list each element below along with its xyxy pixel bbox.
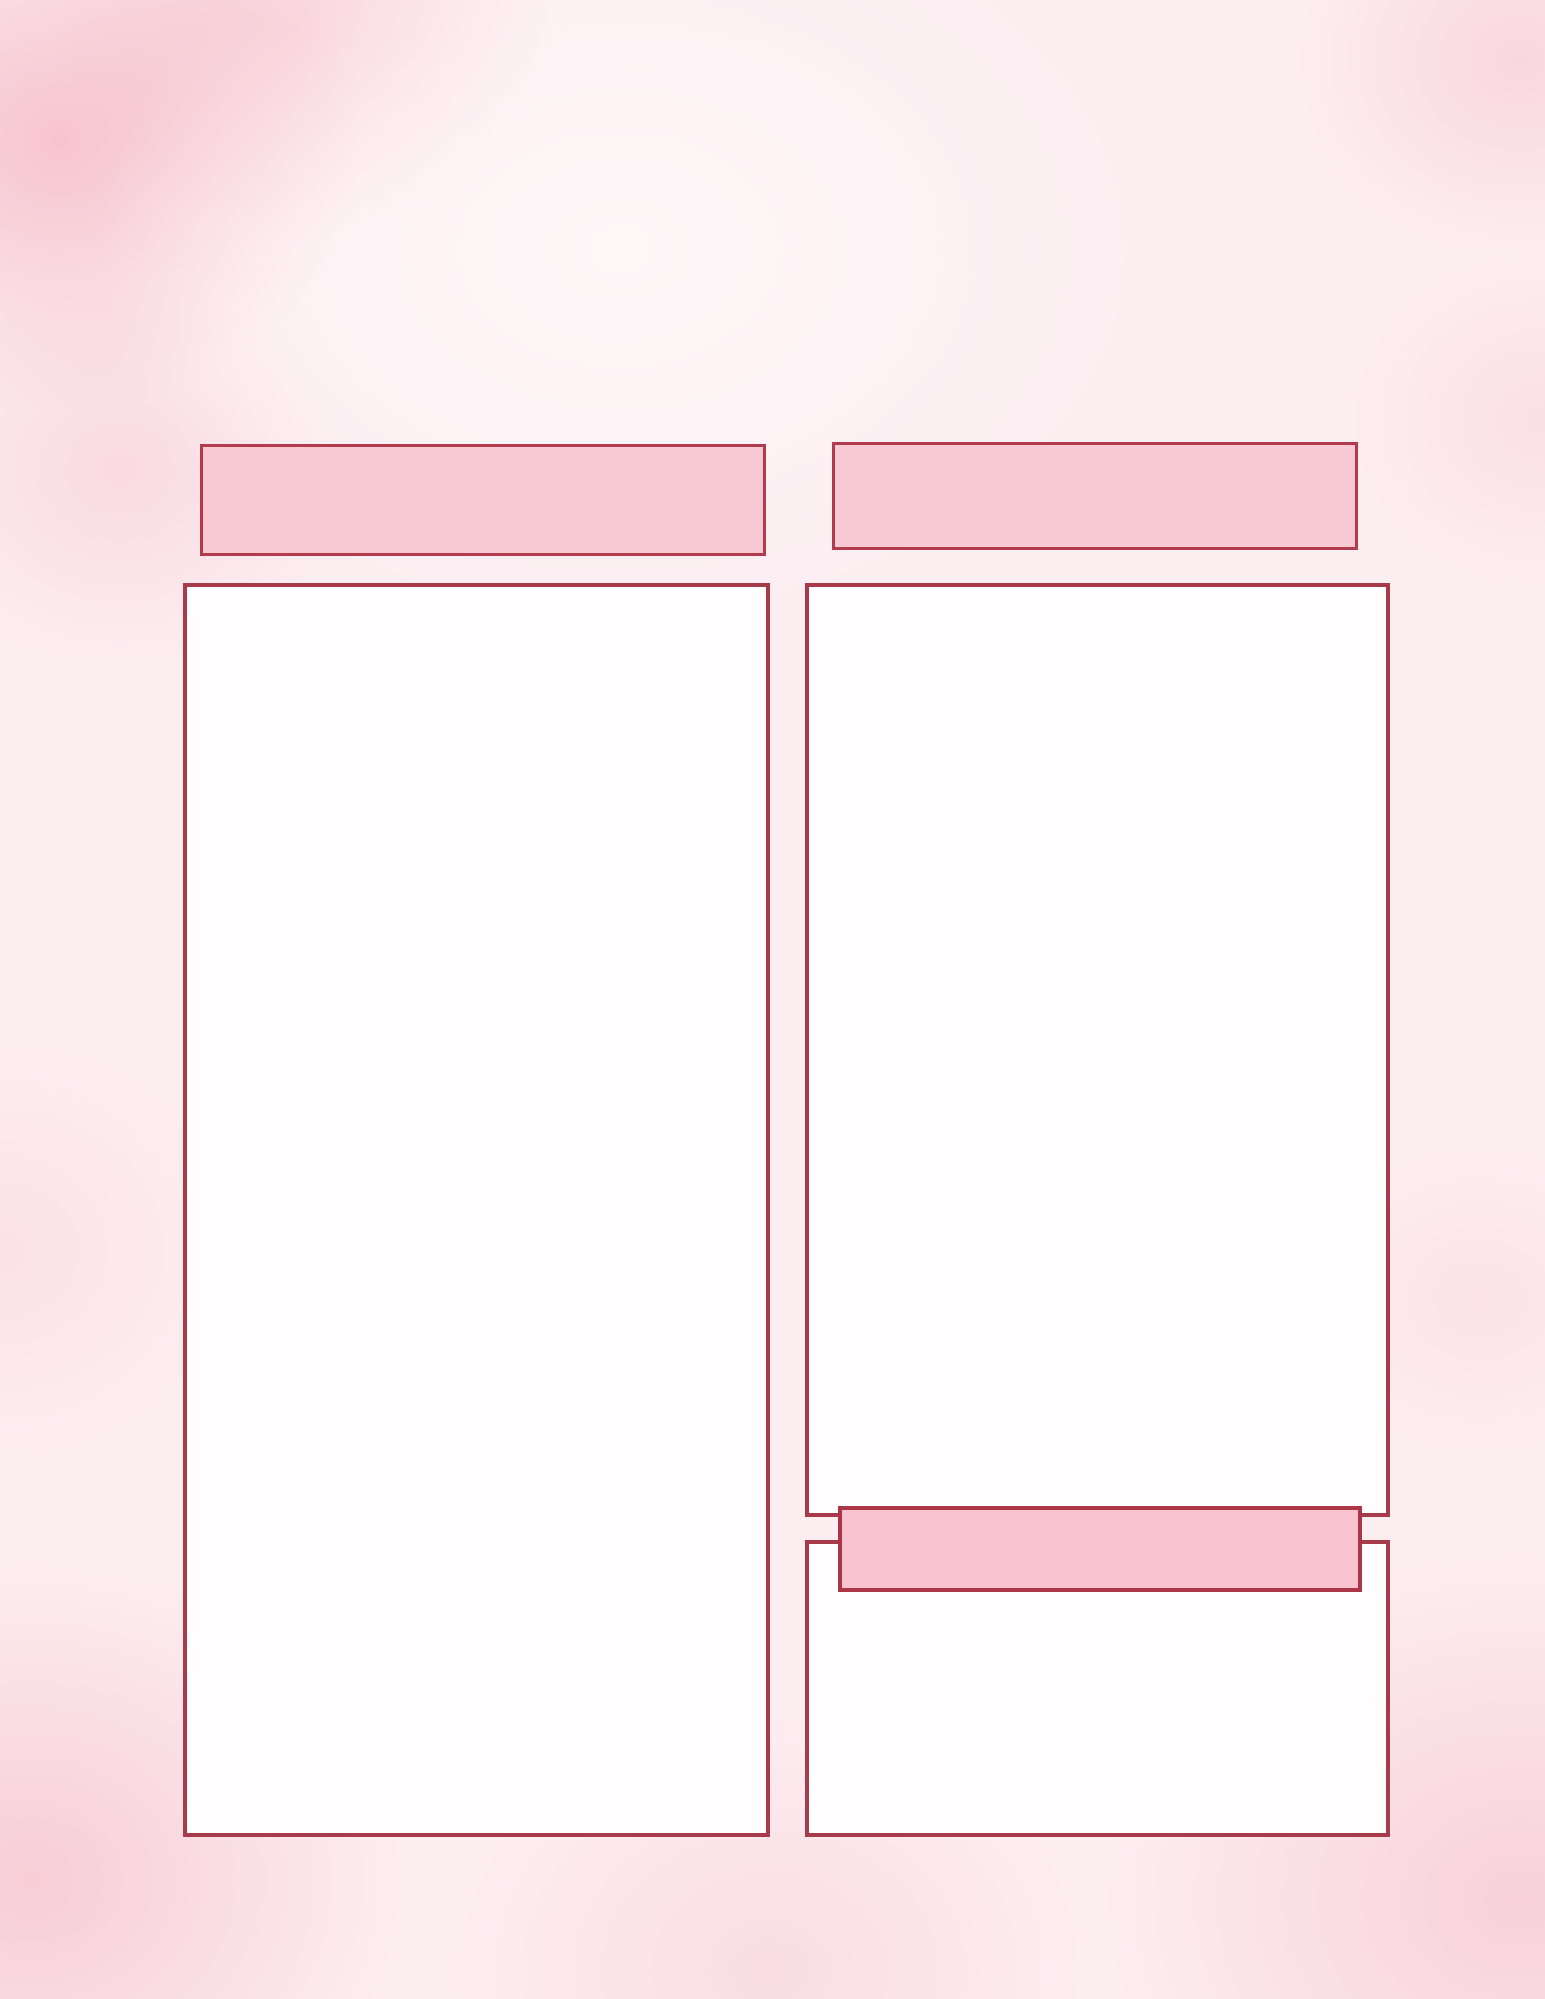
costume-week-banner bbox=[832, 442, 1358, 550]
counselors-difference-banner bbox=[200, 444, 766, 556]
why-counselors-box bbox=[183, 583, 770, 1837]
dress-up-days-box bbox=[805, 583, 1390, 1517]
treats-label bbox=[838, 1506, 1362, 1592]
